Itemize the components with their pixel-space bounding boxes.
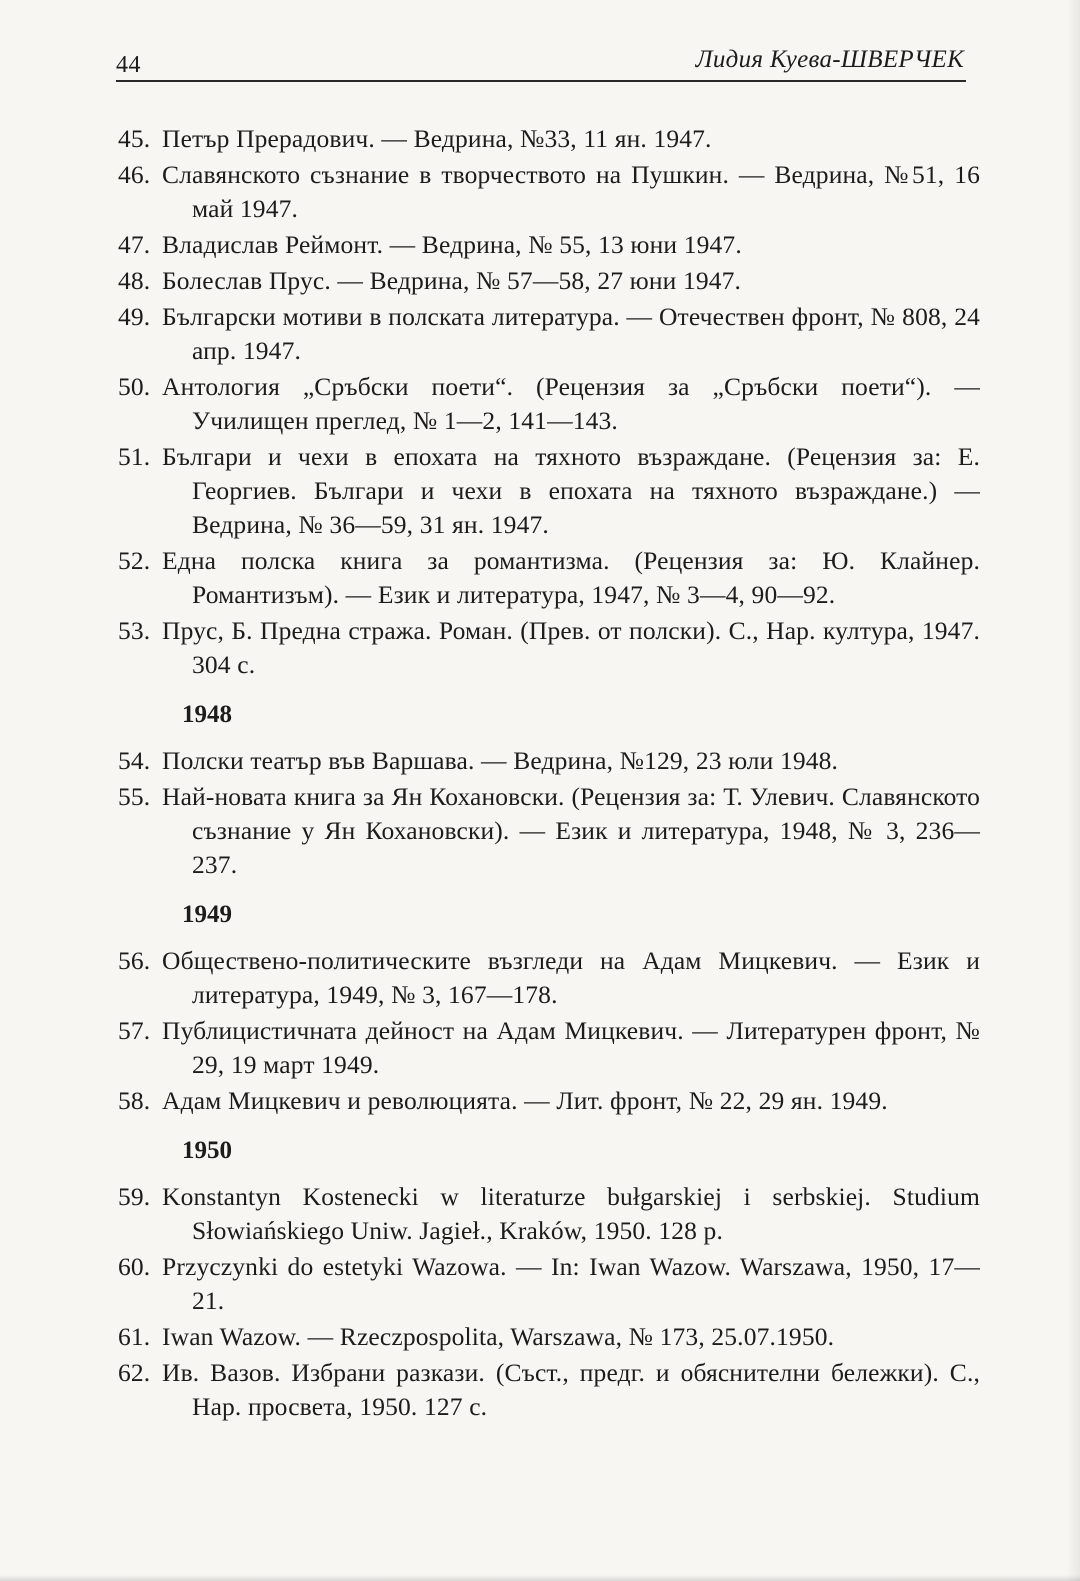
bibliography-entry: [118, 440, 980, 542]
entry-number: 50.: [118, 372, 151, 401]
page-bottom-edge: [0, 1575, 1080, 1581]
bibliography-list: [118, 122, 980, 1426]
entry-text: Обществено-политическите възгледи на Адам Мицкевич. — Език и литература, 1949, № 3, 167—178.: [162, 946, 980, 1009]
entry-number: 61.: [118, 1322, 151, 1351]
entry-number: 54.: [118, 746, 151, 775]
entry-number: 51.: [118, 442, 151, 471]
bibliography-entry: [118, 1356, 980, 1424]
entry-number: 55.: [118, 782, 151, 811]
header-rule: [116, 80, 966, 82]
entry-number: 45.: [118, 124, 151, 153]
entry-number: 59.: [118, 1182, 151, 1211]
bibliography-section: [118, 1136, 980, 1424]
entry-text: Славянското съзнание в творчеството на Пушкин. — Ведрина, №51, 16 май 1947.: [162, 160, 980, 223]
bibliography-entry: [118, 122, 980, 156]
bibliography-entry: [118, 1180, 980, 1248]
page-header: [116, 42, 964, 82]
entry-number: 62.: [118, 1358, 151, 1387]
bibliography-entry: [118, 370, 980, 438]
bibliography-entry: [118, 614, 980, 682]
bibliography-entry: [118, 1320, 980, 1354]
year-heading: 1948: [182, 701, 232, 728]
entry-number: 48.: [118, 266, 151, 295]
entry-text: Публицистичната дейност на Адам Мицкевич. — Литературен фронт, № 29, 19 март 1949.: [162, 1016, 980, 1079]
entry-text: Владислав Реймонт. — Ведрина, № 55, 13 юни 1947.: [162, 230, 742, 259]
entry-text: Антология „Сръбски поети“. (Рецензия за „Сръбски поети“). — Училищен преглед, № 1—2, 141—143.: [162, 372, 980, 435]
bibliography-entry: [118, 544, 980, 612]
bibliography-entry: [118, 228, 980, 262]
entry-number: 58.: [118, 1086, 151, 1115]
entry-text: Iwan Wazow. — Rzeczpospolita, Warszawa, № 173, 25.07.1950.: [162, 1322, 835, 1351]
bibliography-section: [118, 122, 980, 682]
running-title: Лидия Куева-ШВЕРЧЕК: [695, 46, 964, 73]
entry-text: Една полска книга за романтизма. (Рецензия за: Ю. Клайнер. Романтизъм). — Език и литература, 1947, № 3—4, 90—92.: [162, 546, 980, 609]
entry-text: Българи и чехи в епохата на тяхното възраждане. (Рецензия за: Е. Георгиев. Българи и чехи в епохата на тяхното възраждане.) — Ведрина, № 36—59, 31 ян. 1947.: [162, 442, 980, 539]
entry-number: 49.: [118, 302, 151, 331]
entry-number: 53.: [118, 616, 151, 645]
bibliography-entry: [118, 158, 980, 226]
entry-text: Най-новата книга за Ян Кохановски. (Рецензия за: Т. Улевич. Славянското съзнание у Ян Кохановски). — Език и литература, 1948, № 3, 236—237.: [162, 782, 980, 879]
entry-number: 47.: [118, 230, 151, 259]
bibliography-entry: [118, 1250, 980, 1318]
bibliography-entry: [118, 1014, 980, 1082]
entry-number: 52.: [118, 546, 151, 575]
bibliography-entry: [118, 944, 980, 1012]
entry-text: Български мотиви в полската литература. — Отечествен фронт, № 808, 24 апр. 1947.: [162, 302, 980, 365]
bibliography-section: [118, 900, 980, 1118]
entry-text: Петър Прерадович. — Ведрина, №33, 11 ян. 1947.: [162, 124, 712, 153]
bibliography-entry: [118, 264, 980, 298]
bibliography-entry: [118, 300, 980, 368]
entry-text: Прус, Б. Предна стража. Роман. (Прев. от полски). С., Нар. култура, 1947. 304 с.: [162, 616, 980, 679]
bibliography-entry: [118, 1084, 980, 1118]
entry-number: 60.: [118, 1252, 151, 1281]
bibliography-entry: [118, 780, 980, 882]
entry-text: Полски театър във Варшава. — Ведрина, №129, 23 юли 1948.: [162, 746, 839, 775]
entry-text: Болеслав Прус. — Ведрина, № 57—58, 27 юни 1947.: [162, 266, 742, 295]
entry-text: Konstantyn Kostenecki w literaturze bułgarskiej i serbskiej. Studium Słowiańskiego Uniw. Jagieł., Kraków, 1950. 128 p.: [162, 1182, 980, 1245]
entry-text: Przyczynki do estetyki Wazowa. — In: Iwan Wazow. Warszawa, 1950, 17—21.: [162, 1252, 980, 1315]
page-number: 44: [116, 52, 141, 78]
bibliography-entry: [118, 744, 980, 778]
year-heading: 1950: [182, 1137, 232, 1164]
year-heading: 1949: [182, 901, 232, 928]
entry-number: 46.: [118, 160, 151, 189]
bibliography-section: [118, 700, 980, 882]
entry-number: 56.: [118, 946, 151, 975]
entry-text: Ив. Вазов. Избрани разкази. (Съст., предг. и обяснителни бележки). С., Нар. просвета, 1950. 127 с.: [162, 1358, 980, 1421]
page-edge-shadow: [1066, 0, 1080, 1581]
entry-text: Адам Мицкевич и революцията. — Лит. фронт, № 22, 29 ян. 1949.: [162, 1086, 888, 1115]
entry-number: 57.: [118, 1016, 151, 1045]
